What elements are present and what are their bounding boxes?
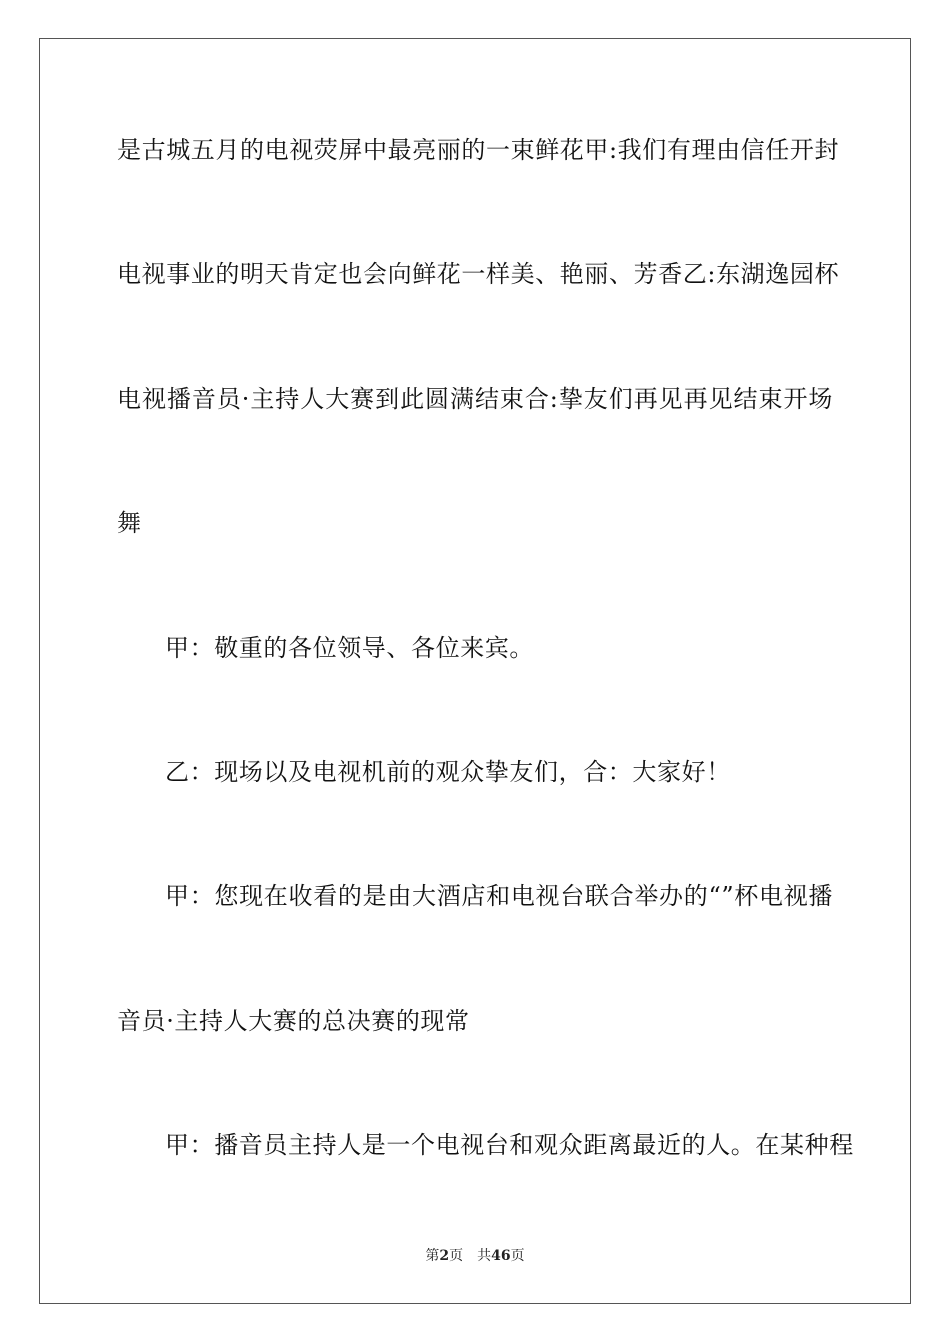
text-line-9: 甲：播音员主持人是一个电视台和观众距离最近的人。在某种程 [165,1131,854,1159]
page-prefix: 第 [425,1248,440,1264]
text-line-7: 甲：您现在收看的是由大酒店和电视台联合举办的“”杯电视播 [165,882,833,910]
page-frame [39,38,911,1304]
total-suffix: 页 [510,1248,525,1264]
total-prefix: 共 [477,1248,492,1264]
page-number: 2 [439,1248,450,1264]
text-line-8: 音员·主持人大赛的总决赛的现常 [117,1007,470,1035]
text-line-3: 电视播音员·主持人大赛到此圆满结束合:挚友们再见再见结束开场 [117,385,833,413]
page-footer [0,1247,950,1265]
text-line-1: 是古城五月的电视荧屏中最亮丽的一束鲜花甲:我们有理由信任开封 [117,136,840,164]
total-pages: 46 [491,1248,511,1264]
page-suffix: 页 [449,1248,464,1264]
text-line-6: 乙：现场以及电视机前的观众挚友们，合：大家好！ [165,758,731,786]
text-line-4: 舞 [117,509,142,537]
text-line-2: 电视事业的明天肯定也会向鲜花一样美、艳丽、芳香乙:东湖逸园杯 [117,260,840,288]
text-line-5: 甲：敬重的各位领导、各位来宾。 [165,634,534,662]
